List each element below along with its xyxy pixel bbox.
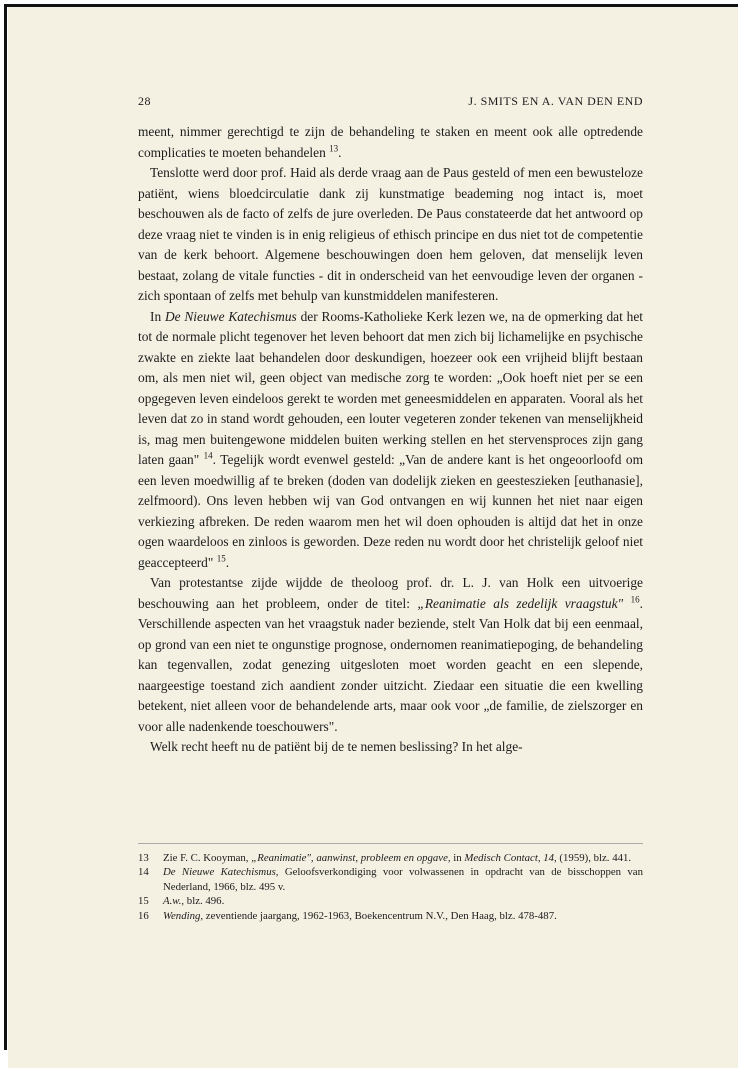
paragraph-4 bbox=[138, 573, 643, 737]
footnote-text: Zie F. C. Kooyman, „Reanimatie", aanwinst, probleem en opgave, in Medisch Contact, 14, (1959), blz. 441. bbox=[163, 852, 632, 864]
page-number: 28 bbox=[138, 94, 151, 108]
footnote-number: 15 bbox=[138, 895, 149, 908]
article-title: „Reanimatie als zedelijk vraagstuk" bbox=[417, 595, 624, 611]
footnote-13 bbox=[138, 851, 643, 865]
book-title: De Nieuwe Katechismus bbox=[164, 308, 297, 324]
body-text bbox=[138, 122, 643, 758]
paragraph-5: Welk recht heeft nu de patiënt bij de te nemen beslissing? In het alge- bbox=[150, 739, 523, 754]
footnotes bbox=[138, 851, 643, 923]
paragraph-3-text-a: der Rooms-Katholieke Kerk lezen we, na de opmerking dat het tot de normale plicht tegenover het leven behoort dat men zich bij lichamelijke en psychische zwakte en ziekte laat behandelen door deskundigen, hoezeer ook een vrijheid blijft bestaan om, als men niet wil, geen object van medische zorg te worden: „Ook hoeft niet per se een opgegeven leven eindeloos gerekt te worden met geneesmiddelen en apparaten. Vooral als het leven dat zo in stand wordt gehouden, een louter vegeteren zonder tekenen van menselijkheid is, mag men buitengewone middelen buiten werking stellen en het stervensproces zijn gang laten gaan" bbox=[138, 308, 643, 467]
paragraph-1-end: . bbox=[338, 144, 342, 160]
footnote-number: 14 bbox=[138, 866, 149, 879]
footnote-number: 13 bbox=[138, 852, 149, 864]
paragraph-1-text: meent, nimmer gerechtigd te zijn de behandeling te staken en meent ook alle optredende complicaties te moeten behandelen bbox=[138, 124, 643, 160]
footnote-15 bbox=[138, 894, 643, 908]
footnote-ref-15: 15 bbox=[216, 553, 226, 564]
footnote-divider bbox=[138, 843, 643, 844]
paragraph-3-end: . bbox=[225, 554, 230, 570]
running-header bbox=[138, 94, 643, 109]
paragraph-3 bbox=[138, 307, 643, 574]
paragraph-4-text-b: . Verschillende aspecten van het vraagstuk nader beziende, stelt Van Holk dat bij een eenmaal, op grond van een niet te ongunstige prognose, ondernomen reanimatiepoging, de behandeling kan tegenvallen, zodat genezing uitgesloten moet worden geacht en een slepende, naargeestige toestand zich aandient zonder uitzicht. Ziedaar een situatie die een kwelling betekent, niet alleen voor de behandelende arts, maar ook voor „de familie, de zielszorger en voor alle nadenkende toeschouwers". bbox=[138, 595, 643, 734]
scan-left-border bbox=[4, 4, 7, 1050]
footnote-text: De Nieuwe Katechismus, Geloofsverkondiging voor volwassenen in opdracht van de bisschoppen van Nederland, 1966, blz. 495 v. bbox=[163, 866, 643, 893]
footnote-ref-16: 16 bbox=[630, 594, 640, 605]
footnote-text: A.w., blz. 496. bbox=[163, 895, 225, 908]
footnote-number: 16 bbox=[138, 909, 149, 922]
paragraph-3-text-b: . Tegelijk wordt evenwel gesteld: „Van de andere kant is het ongeoorloofd om een leven moedwillig af te breken (doden van dodelijk zieken en geesteszieken [euthanasie], zelfmoord). Ons leven hebben wij van God ontvangen en wij kunnen het niet naar eigen verkiezing afbreken. De reden waarom men het wil doen ophouden is altijd dat het in onze ogen waardeloos en zinloos is geworden. Deze reden nu wordt door het christelijk geloof niet geaccepteerd" bbox=[138, 452, 643, 570]
footnote-ref-13: 13 bbox=[329, 143, 339, 154]
footnote-text: Wending, zeventiende jaargang, 1962-1963, Boekencentrum N.V., Den Haag, blz. 478-487. bbox=[163, 909, 557, 922]
paragraph-4-text-a: Van protestantse zijde wijdde de theoloog prof. dr. L. J. van Holk een uitvoerige beschouwing aan het probleem, onder de titel: bbox=[138, 575, 643, 611]
footnote-ref-14: 14 bbox=[203, 450, 213, 461]
footnote-14 bbox=[138, 865, 643, 894]
paragraph-2: Tenslotte werd door prof. Haid als derde vraag aan de Paus gesteld of men een bewusteloze patiënt, wiens bloedcirculatie dank zij kunstmatige beademing nog intact is, moet beschouwen als de facto of zelfs de jure overleden. De Paus constateerde dat het antwoord op deze vraag niet te vinden is in enig religieus of ethisch principe en dus niet tot de competentie van de kerk behoort. Algemene beschouwingen doen hem geloven, dat menselijk leven bestaat, zolang de vitale functies - dit in onderscheid van het eenvoudige leven der organen - zich spontaan of zelfs met behulp van kunstmiddelen manifesteren. bbox=[138, 165, 643, 303]
running-title: J. SMITS EN A. VAN DEN END bbox=[468, 94, 643, 108]
footnote-16 bbox=[138, 909, 643, 923]
paragraph-3-lead: In bbox=[150, 308, 165, 324]
paragraph-1 bbox=[138, 122, 643, 163]
